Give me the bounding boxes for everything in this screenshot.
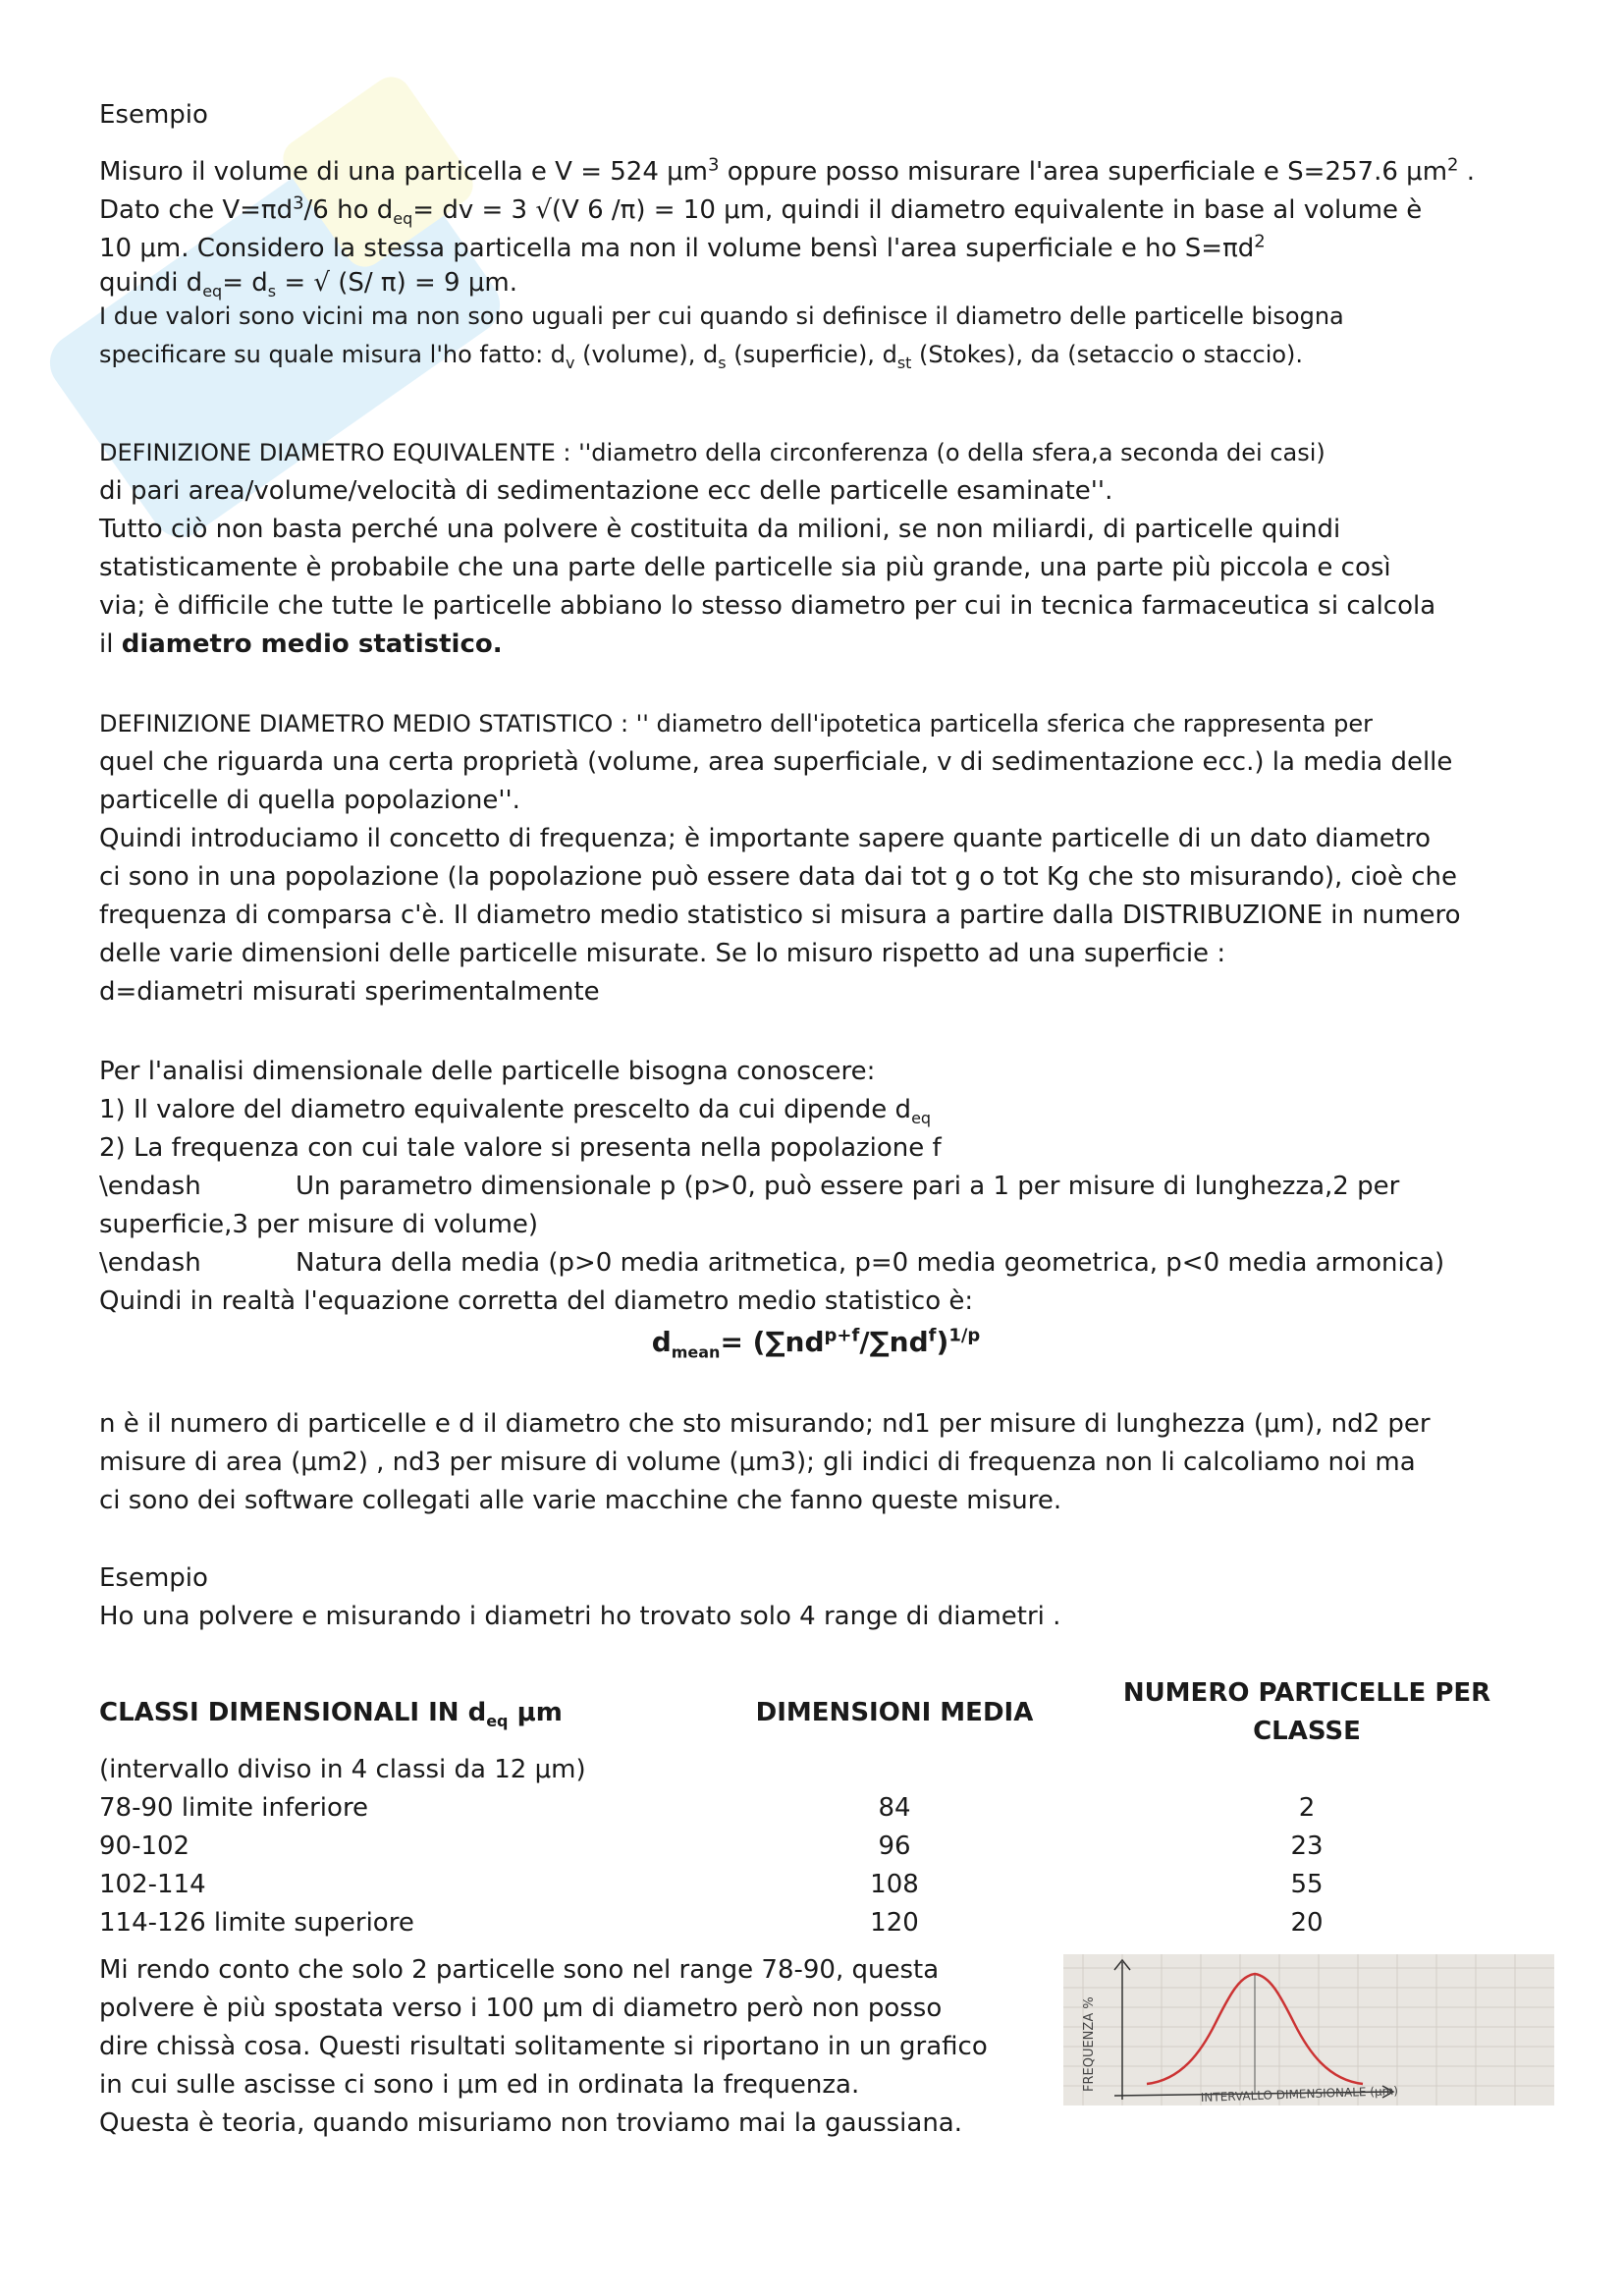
- example-2: [99, 1559, 1533, 1636]
- class-range: 102-114: [99, 1870, 206, 1899]
- class-mean: 120: [870, 1908, 919, 1938]
- class-range: 114-126 limite superiore: [99, 1908, 414, 1938]
- header-classes: CLASSI DIMENSIONALI IN $d_{eq}$ μm: [99, 1697, 563, 1730]
- example-2-title: Esempio: [99, 1563, 208, 1593]
- mean-diameter-formula: $d_{mean}= (\sum nd^{p+f}/\sum nd^f)^{1/p}$: [651, 1325, 981, 1362]
- table-note: (intervallo diviso in 4 classi da 12 μm): [99, 1755, 586, 1784]
- conclusion-line-3: dire chissà cosa. Questi risultati solitamente si riportano in un grafico: [99, 2032, 988, 2061]
- example-1: [99, 96, 1533, 374]
- conclusion: [99, 1951, 1042, 2143]
- analysis-line-3: 2) La frequenza con cui tale valore si presenta nella popolazione f: [99, 1133, 942, 1163]
- conclusion-line-2: polvere è più spostata verso i 100 μm di diametro però non posso: [99, 1994, 943, 2023]
- def-1-line-6: il diametro medio statistico.: [99, 629, 503, 659]
- example-1-title: Esempio: [99, 100, 208, 130]
- def-1-line-3: Tutto ciò non basta perché una polvere è costituita da milioni, se non miliardi, di particelle quindi: [99, 515, 1341, 544]
- example-1-line-3: 10 μm. Considero la stessa particella ma non il volume bensì l'area superficiale e ho $S=\pi d^2$: [99, 231, 1266, 263]
- def-2-line-4: Quindi introduciamo il concetto di frequenza; è importante sapere quante particelle di un dato diametro: [99, 824, 1431, 853]
- table-row: [99, 1828, 1533, 1866]
- def-2-line-7: delle varie dimensioni delle particelle misurate. Se lo misuro rispetto ad una superficie :: [99, 939, 1226, 968]
- definition-statistical-diameter: [99, 705, 1533, 1011]
- dimensional-analysis: [99, 1053, 1533, 1364]
- def-1-line-4: statisticamente è probabile che una parte delle particelle sia più grande, una parte più piccola e così: [99, 553, 1391, 582]
- definition-equivalent-diameter: [99, 434, 1533, 664]
- class-mean: 96: [878, 1831, 911, 1861]
- header-mean: DIMENSIONI MEDIA: [755, 1697, 1034, 1727]
- class-count: 2: [1298, 1793, 1316, 1823]
- explanation-line-1: n è il numero di particelle e d il diametro che sto misurando; nd1 per misure di lunghezza (μm), nd2 per: [99, 1409, 1431, 1439]
- analysis-item-2: \endash Natura della media (p>0 media aritmetica, p=0 media geometrica, p<0 media armonica): [99, 1244, 1533, 1283]
- class-count: 20: [1290, 1908, 1324, 1938]
- def-2-line-3: particelle di quella popolazione''.: [99, 786, 520, 815]
- header-count: NUMERO PARTICELLE PER CLASSE: [1122, 1678, 1491, 1746]
- def-2-line-8: d=diametri misurati sperimentalmente: [99, 977, 600, 1007]
- class-count: 23: [1290, 1831, 1324, 1861]
- analysis-item-1: \endash Un parametro dimensionale p (p>0, può essere pari a 1 per misure di lunghezza,2 per: [99, 1168, 1533, 1206]
- def-2-line-6: frequenza di comparsa c'è. Il diametro medio statistico si misura a partire dalla DISTRIBUZIONE in numero: [99, 901, 1461, 930]
- analysis-line-5: superficie,3 per misure di volume): [99, 1210, 539, 1239]
- def-1-line-1: DEFINIZIONE DIAMETRO EQUIVALENTE : ''diametro della circonferenza (o della sfera,a seconda dei casi): [99, 439, 1325, 466]
- example-2-line-1: Ho una polvere e misurando i diametri ho trovato solo 4 range di diametri .: [99, 1602, 1061, 1631]
- class-count: 55: [1290, 1870, 1324, 1899]
- classes-table: [99, 1674, 1533, 1942]
- class-range: 78-90 limite inferiore: [99, 1793, 369, 1823]
- def-1-line-2: di pari area/volume/velocità di sedimentazione ecc delle particelle esaminate''.: [99, 476, 1113, 506]
- formula-explanation: [99, 1405, 1533, 1520]
- def-2-line-2: quel che riguarda una certa proprietà (volume, area superficiale, v di sedimentazione ecc.) la media delle: [99, 747, 1453, 777]
- analysis-line-2: 1) Il valore del diametro equivalente prescelto da cui dipende $d_{eq}$: [99, 1095, 932, 1128]
- def-2-line-1: DEFINIZIONE DIAMETRO MEDIO STATISTICO : '' diametro dell'ipotetica particella sferica che rappresenta per: [99, 710, 1373, 738]
- dash-marker: \endash: [99, 1248, 201, 1278]
- conclusion-line-4: in cui sulle ascisse ci sono i μm ed in ordinata la frequenza.: [99, 2070, 860, 2100]
- analysis-line-7: Quindi in realtà l'equazione corretta del diametro medio statistico è:: [99, 1286, 974, 1316]
- example-1-line-2: Dato che $V=\pi d^3/6$ ho $d_{eq}=$ dv = 3 √(V 6 /π) = 10 μm, quindi il diametro equivalente in base al volume è: [99, 192, 1423, 229]
- table-row: [99, 1866, 1533, 1904]
- example-1-line-4: quindi $d_{eq}= d_s$ = √ (S/ π) = 9 μm.: [99, 268, 517, 301]
- class-range: 90-102: [99, 1831, 190, 1861]
- analysis-line-1: Per l'analisi dimensionale delle particelle bisogna conoscere:: [99, 1057, 876, 1086]
- table-header: [99, 1674, 1533, 1751]
- conclusion-line-1: Mi rendo conto che solo 2 particelle sono nel range 78-90, questa: [99, 1955, 940, 1985]
- sketch-x-label: INTERVALLO DIMENSIONALE (μm): [1200, 2083, 1399, 2105]
- gaussian-sketch-photo: [1063, 1954, 1554, 2105]
- table-row: [99, 1789, 1533, 1828]
- example-1-line-5: I due valori sono vicini ma non sono uguali per cui quando si definisce il diametro delle particelle bisogna: [99, 302, 1344, 330]
- conclusion-line-5: Questa è teoria, quando misuriamo non troviamo mai la gaussiana.: [99, 2108, 962, 2138]
- table-row: [99, 1904, 1533, 1942]
- class-mean: 108: [870, 1870, 919, 1899]
- example-1-line-1: Misuro il volume di una particella e V = 524 $\mu m^3$ oppure posso misurare l'area superficiale e S=257.6 $\mu m^2$ .: [99, 154, 1475, 187]
- explanation-line-3: ci sono dei software collegati alle varie macchine che fanno queste misure.: [99, 1486, 1062, 1515]
- example-1-line-6: specificare su quale misura l'ho fatto: $d_v$ (volume), $d_s$ (superficie), $d_{st}$ (Stokes), da (setaccio o staccio).: [99, 341, 1304, 372]
- explanation-line-2: misure di area (μm2) , nd3 per misure di volume (μm3); gli indici di frequenza non li calcoliamo noi ma: [99, 1448, 1416, 1477]
- dash-marker: \endash: [99, 1172, 201, 1201]
- classes-table-block: [99, 1674, 1533, 1942]
- class-mean: 84: [878, 1793, 911, 1823]
- sketch-y-label: FREQUENZA %: [1082, 1996, 1097, 2092]
- table-note-row: [99, 1751, 1533, 1789]
- def-1-line-5: via; è difficile che tutte le particelle abbiano lo stesso diametro per cui in tecnica farmaceutica si calcola: [99, 591, 1436, 621]
- def-2-line-5: ci sono in una popolazione (la popolazione può essere data dai tot g o tot Kg che sto misurando), cioè che: [99, 862, 1457, 892]
